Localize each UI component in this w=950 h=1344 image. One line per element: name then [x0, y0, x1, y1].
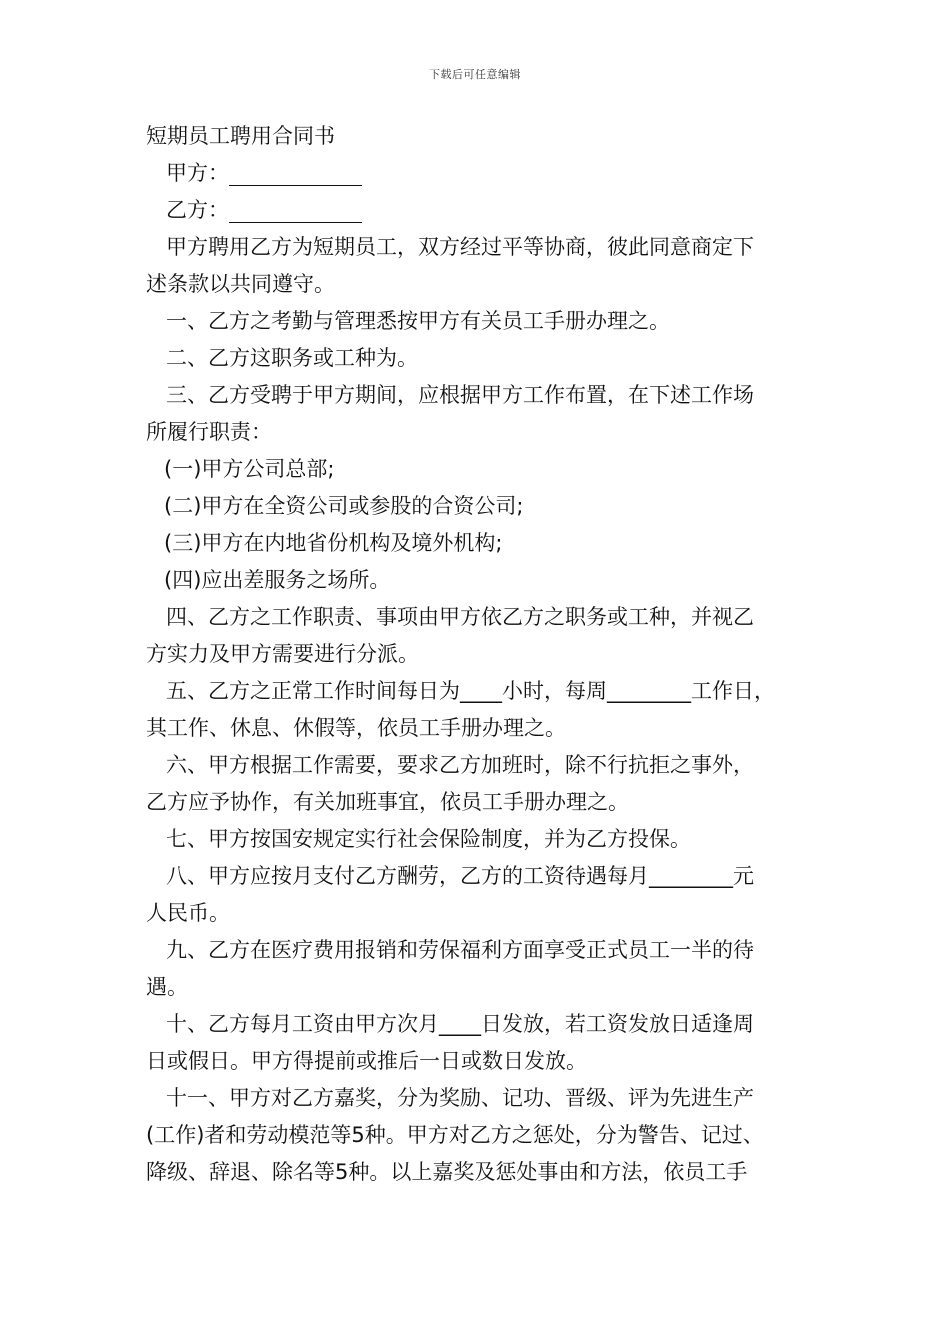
clause-4	[146, 599, 811, 673]
sub-item: (四)应出差服务之场所。	[164, 568, 391, 592]
paragraph-line: (工作)者和劳动模范等5种。甲方对乙方之惩处，分为警告、记过、	[146, 1123, 764, 1147]
paragraph-line: 所履行职责：	[146, 420, 272, 444]
paragraph-line: 一、乙方之考勤与管理悉按甲方有关员工手册办理之。	[166, 309, 670, 333]
clause-3	[146, 377, 811, 451]
clause-11	[146, 1080, 811, 1191]
sub-item: (一)甲方公司总部;	[164, 457, 335, 481]
clause-1	[146, 303, 811, 340]
paragraph-line: 十、乙方每月工资由甲方次月____日发放，若工资发放日适逢周	[166, 1012, 754, 1036]
party-a-line	[146, 155, 811, 192]
paragraph-line: 降级、辞退、除名等5种。以上嘉奖及惩处事由和方法，依员工手	[146, 1160, 748, 1184]
intro-paragraph	[146, 229, 811, 303]
party-b-line	[146, 192, 811, 229]
party-b-blank	[229, 200, 362, 223]
party-a-blank	[229, 163, 362, 186]
clause-2	[146, 340, 811, 377]
paragraph-line: 四、乙方之工作职责、事项由甲方依乙方之职务或工种，并视乙	[166, 605, 754, 629]
clause-7	[146, 821, 811, 858]
paragraph-line: 三、乙方受聘于甲方期间，应根据甲方工作布置，在下述工作场	[166, 383, 754, 407]
paragraph-line: 六、甲方根据工作需要，要求乙方加班时，除不行抗拒之事外，	[166, 753, 754, 777]
paragraph-line: 五、乙方之正常工作时间每日为____小时，每周________工作日，	[166, 679, 775, 703]
document-title: 短期员工聘用合同书	[146, 124, 335, 148]
party-a-label: 甲方：	[166, 161, 229, 185]
paragraph-line: 乙方应予协作，有关加班事宜，依员工手册办理之。	[146, 790, 629, 814]
paragraph-line: 二、乙方这职务或工种为。	[166, 346, 418, 370]
header-note: 下载后可任意编辑	[429, 68, 521, 81]
sub-item: (二)甲方在全资公司或参股的合资公司;	[164, 494, 524, 518]
paragraph-line: 述条款以共同遵守。	[146, 272, 335, 296]
clause-8	[146, 858, 811, 932]
clause-6	[146, 747, 811, 821]
paragraph-line: 九、乙方在医疗费用报销和劳保福利方面享受正式员工一半的待	[166, 938, 754, 962]
paragraph-line: 十一、甲方对乙方嘉奖，分为奖励、记功、晋级、评为先进生产	[166, 1086, 754, 1110]
paragraph-line: 遇。	[146, 975, 188, 999]
paragraph-line: 甲方聘用乙方为短期员工，双方经过平等协商，彼此同意商定下	[166, 235, 754, 259]
contract-document	[146, 118, 811, 1191]
paragraph-line: 七、甲方按国安规定实行社会保险制度，并为乙方投保。	[166, 827, 691, 851]
paragraph-line: 其工作、休息、休假等，依员工手册办理之。	[146, 716, 566, 740]
paragraph-line: 八、甲方应按月支付乙方酬劳，乙方的工资待遇每月________元	[166, 864, 754, 888]
paragraph-line: 日或假日。甲方得提前或推后一日或数日发放。	[146, 1049, 587, 1073]
paragraph-line: 人民币。	[146, 901, 230, 925]
clause-5	[146, 673, 811, 747]
paragraph-line: 方实力及甲方需要进行分派。	[146, 642, 419, 666]
sub-item: (三)甲方在内地省份机构及境外机构;	[164, 531, 503, 555]
clause-10	[146, 1006, 811, 1080]
clause-9	[146, 932, 811, 1006]
party-b-label: 乙方：	[166, 198, 229, 222]
